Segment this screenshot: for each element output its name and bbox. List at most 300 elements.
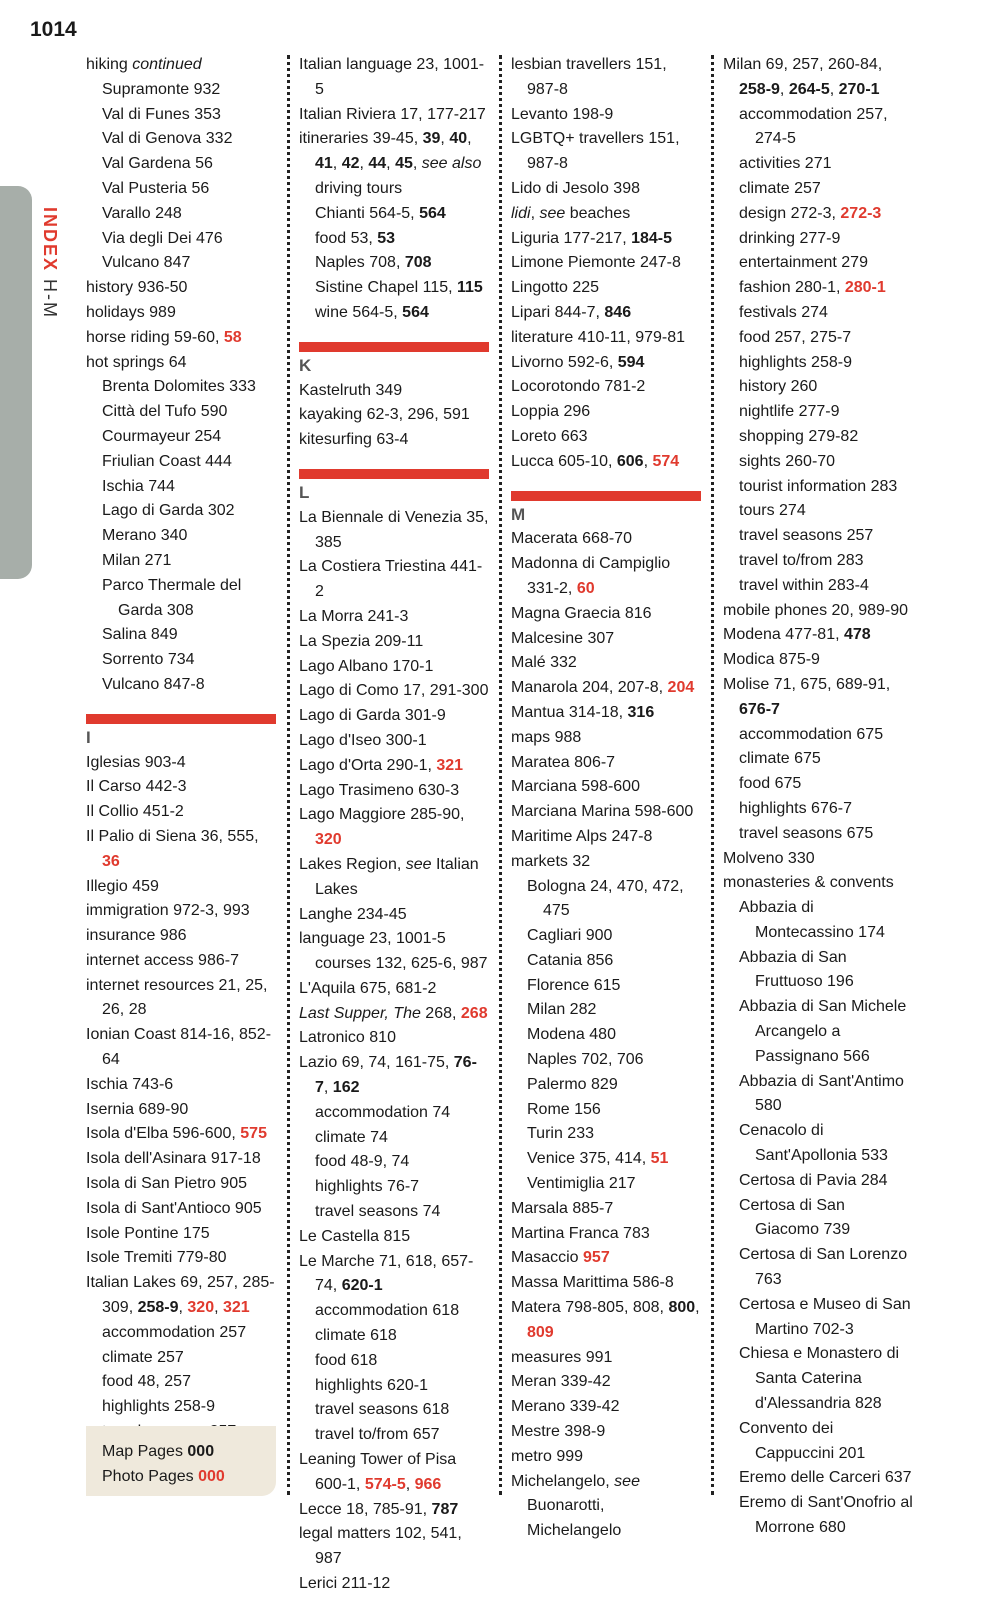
map-page-ref: 270-1 (838, 80, 880, 98)
photo-page-ref: 36 (102, 852, 120, 870)
entry-text: Vulcano 847-8 (102, 675, 205, 693)
index-subentry (86, 78, 276, 103)
index-entry (86, 301, 276, 326)
entry-text: , (214, 1299, 223, 1317)
entry-text: tours 274 (739, 502, 806, 520)
entry-text: , (359, 155, 369, 173)
index-subentry (723, 1194, 913, 1244)
entry-text: monasteries & convents (723, 874, 894, 892)
entry-text: Molise 71, 675, 689-91, (723, 675, 891, 693)
entry-text: Lipari 844-7, (511, 303, 605, 321)
index-entry (723, 648, 913, 673)
entry-text: Meran 339-42 (511, 1373, 611, 1391)
entry-text: L'Aquila 675, 681-2 (299, 979, 437, 997)
entry-text: Lakes Region, (299, 855, 406, 873)
entry-text: travel within 283-4 (739, 576, 869, 594)
index-subentry (86, 152, 276, 177)
index-subentry (86, 425, 276, 450)
section-rule (86, 714, 276, 724)
index-entry (86, 1172, 276, 1197)
entry-text: Levanto 198-9 (511, 105, 614, 123)
entry-text: Lago di Garda 302 (102, 502, 235, 520)
index-subentry (86, 375, 276, 400)
entry-text: , (695, 1299, 700, 1317)
entry-text: , (829, 80, 839, 98)
entry-text: Locorotondo 781-2 (511, 378, 646, 396)
index-subentry (299, 1126, 489, 1151)
index-entry (299, 754, 489, 779)
entry-text: Rome 156 (527, 1100, 601, 1118)
index-entry (299, 903, 489, 928)
entry-text: drinking 277-9 (739, 229, 841, 247)
photo-page-ref: 51 (650, 1150, 669, 1168)
entry-text: Val Pusteria 56 (102, 179, 210, 197)
map-page-ref: 264-5 (788, 80, 830, 98)
index-entry (511, 1445, 701, 1470)
index-subentry (723, 946, 913, 996)
entry-text: Iglesias 903-4 (86, 753, 186, 771)
entry-text: Isola dell'Asinara 917-18 (86, 1150, 261, 1168)
entry-text: Maritime Alps 247-8 (511, 827, 653, 845)
index-subentry (723, 326, 913, 351)
entry-text: Le Marche 71, 618, 657-74, (299, 1252, 474, 1295)
map-page-ref: 800 (668, 1299, 696, 1317)
legend-map-number: 000 (187, 1443, 215, 1460)
entry-text: , (530, 204, 540, 222)
entry-text: internet resources 21, 25, 26, 28 (86, 976, 268, 1019)
entry-text: Chianti 564-5, (315, 204, 420, 222)
entry-text: immigration 972-3, 993 (86, 902, 250, 920)
index-entry (299, 1250, 489, 1300)
entry-text: La Biennale di Venezia 35, 385 (299, 508, 489, 551)
entry-text: festivals 274 (739, 303, 828, 321)
index-entry (511, 301, 701, 326)
letter-section-header (299, 469, 489, 506)
index-entry (86, 1147, 276, 1172)
entry-text: Isola di Sant'Antioco 905 (86, 1199, 262, 1217)
entry-text: Ionian Coast 814-16, 852-64 (86, 1026, 272, 1069)
entry-text: 268, (420, 1004, 461, 1022)
entry-text: kitesurfing 63-4 (299, 431, 409, 449)
index-subentry (723, 227, 913, 252)
map-page-ref: 76-7 (315, 1054, 477, 1097)
entry-text: , (323, 1079, 333, 1097)
entry-text: food 675 (739, 775, 802, 793)
index-subentry (86, 177, 276, 202)
index-subentry (299, 301, 489, 326)
index-subentry (511, 949, 701, 974)
index-column-3 (511, 53, 701, 1544)
index-subentry (299, 1101, 489, 1126)
index-entry (511, 53, 701, 103)
index-subentry (299, 1200, 489, 1225)
entry-text: Molveno 330 (723, 849, 815, 867)
index-entry (299, 1522, 489, 1572)
index-entry (86, 800, 276, 825)
index-entry (511, 400, 701, 425)
legend-photo-number: 000 (198, 1467, 225, 1485)
index-subentry (511, 1172, 701, 1197)
entry-text: Merano 339-42 (511, 1398, 620, 1416)
index-entry (299, 679, 489, 704)
entry-text: Certosa e Museo di San Martino 702-3 (739, 1295, 911, 1338)
index-subentry (86, 1346, 276, 1371)
index-entry (511, 1271, 701, 1296)
entry-text: La Costiera Triestina 441-2 (299, 558, 483, 601)
index-subentry (723, 1491, 913, 1541)
entry-text: Lerici 211-12 (299, 1575, 391, 1593)
entry-text: Latronico 810 (299, 1029, 396, 1047)
index-subentry (86, 227, 276, 252)
index-entry (299, 1026, 489, 1051)
index-subentry (86, 673, 276, 698)
entry-text: food 48, 257 (102, 1373, 191, 1391)
entry-text: Via degli Dei 476 (102, 229, 223, 247)
entry-text: , (332, 155, 342, 173)
entry-text: Florence 615 (527, 976, 621, 994)
entry-text: Lago di Garda 301-9 (299, 707, 446, 725)
section-rule (299, 469, 489, 479)
index-subentry (86, 1321, 276, 1346)
entry-text: metro 999 (511, 1447, 584, 1465)
index-entry (723, 599, 913, 624)
entry-text: Turin 233 (527, 1125, 594, 1143)
entry-text: travel seasons 257 (739, 527, 874, 545)
map-page-ref: 162 (332, 1079, 360, 1097)
index-subentry (723, 1466, 913, 1491)
index-entry (511, 676, 701, 701)
entry-text: accommodation 257 (102, 1323, 247, 1341)
entry-text: Italian language 23, 1001-5 (299, 56, 485, 98)
index-entry (511, 1420, 701, 1445)
photo-page-ref: 60 (576, 579, 595, 597)
photo-page-ref: 957 (583, 1249, 610, 1267)
entry-text: Parco Thermale del Garda 308 (102, 576, 242, 619)
entry-text: maps 988 (511, 728, 582, 746)
photo-page-ref: 58 (223, 328, 242, 346)
entry-text: literature 410-11, 979-81 (511, 328, 686, 346)
entry-text: Abbazia di San Michele Arcangelo a Passignano 566 (739, 998, 907, 1065)
entry-text: holidays 989 (86, 303, 176, 321)
index-subentry (723, 103, 913, 153)
entry-text: Illegio 459 (86, 877, 159, 895)
entry-text: history 936-50 (86, 279, 188, 297)
map-page-ref: 564 (402, 303, 429, 321)
map-page-ref: 45 (395, 155, 413, 173)
entry-text: Catania 856 (527, 951, 614, 969)
entry-text: horse riding 59-60, (86, 328, 224, 346)
index-subentry (299, 952, 489, 977)
entry-text: language 23, 1001-5 (299, 930, 446, 948)
map-page-ref: 41 (315, 155, 333, 173)
entry-text: , (412, 155, 422, 173)
index-subentry (723, 549, 913, 574)
entry-text: Vulcano 847 (102, 254, 191, 272)
entry-text: , (405, 1475, 415, 1493)
entry-text: lidi (511, 204, 531, 222)
entry-text: Il Collio 451-2 (86, 803, 184, 821)
index-entry (86, 1246, 276, 1271)
index-entry (86, 53, 276, 78)
entry-text: Masaccio (511, 1249, 584, 1267)
entry-text: Manarola 204, 207-8, (511, 679, 668, 697)
entry-text: Italian Lakes 69, 257, 285-309, (86, 1274, 275, 1317)
index-entry (299, 506, 489, 556)
entry-text: Malé 332 (511, 654, 577, 672)
map-page-ref: 316 (627, 703, 655, 721)
index-subentry (299, 227, 489, 252)
index-entry (511, 450, 701, 475)
entry-text: Certosa di Pavia 284 (739, 1171, 888, 1189)
index-subentry (86, 574, 276, 624)
index-subentry (86, 202, 276, 227)
index-entry (511, 1222, 701, 1247)
entry-text: Milan 282 (527, 1001, 597, 1019)
index-entry (299, 704, 489, 729)
side-tab-word: INDEX (40, 207, 60, 273)
index-subentry (723, 351, 913, 376)
map-page-ref: 115 (457, 279, 483, 297)
entry-text: Martina Franca 783 (511, 1224, 650, 1242)
index-entry (299, 428, 489, 453)
index-subentry (723, 1119, 913, 1169)
index-entry (299, 1498, 489, 1523)
entry-text: continued (132, 56, 202, 73)
index-subentry (511, 1098, 701, 1123)
index-entry (299, 977, 489, 1002)
entry-text: Marsala 885-7 (511, 1199, 614, 1217)
section-rule (299, 342, 489, 352)
index-entry (511, 552, 701, 602)
entry-text: accommodation 675 (739, 725, 884, 743)
legend-map-pages (102, 1440, 276, 1465)
entry-text: Michelangelo, (511, 1472, 615, 1490)
index-subentry (86, 251, 276, 276)
entry-text: internet access 986-7 (86, 951, 239, 969)
entry-text: accommodation 74 (315, 1103, 451, 1121)
entry-text: Il Carso 442-3 (86, 778, 187, 796)
index-entry (511, 1296, 701, 1346)
index-column-4 (723, 53, 913, 1541)
entry-text: Venice 375, 414, (527, 1150, 651, 1168)
index-entry (299, 403, 489, 428)
map-page-ref: 606 (616, 452, 644, 470)
index-subentry (723, 1293, 913, 1343)
index-entry (299, 1572, 489, 1597)
entry-text: Massa Marittima 586-8 (511, 1274, 674, 1292)
index-subentry (299, 1324, 489, 1349)
entry-text: travel to/from 283 (739, 551, 864, 569)
entry-text: highlights 76-7 (315, 1178, 420, 1196)
entry-text: , (467, 130, 472, 148)
index-subentry (723, 1417, 913, 1467)
index-entry (299, 127, 489, 201)
index-entry (511, 425, 701, 450)
map-page-ref: 184-5 (631, 229, 673, 247)
entry-text: accommodation 257, 274-5 (739, 105, 888, 148)
index-subentry (723, 177, 913, 202)
entry-text: hot springs 64 (86, 353, 187, 371)
entry-text: Milan 69, 257, 260-84, (723, 56, 883, 73)
entry-text: courses 132, 625-6, 987 (315, 955, 488, 973)
index-subentry (299, 251, 489, 276)
map-page-ref: 708 (404, 254, 432, 272)
entry-text: food 53, (315, 229, 378, 247)
entry-text: see (539, 204, 566, 222)
entry-text: Loppia 296 (511, 403, 591, 421)
index-subentry (723, 1342, 913, 1416)
index-subentry (723, 400, 913, 425)
entry-text: , (440, 130, 450, 148)
index-subentry (723, 202, 913, 227)
map-page-ref: 676-7 (739, 700, 780, 718)
entry-text: Loreto 663 (511, 427, 588, 445)
entry-text: measures 991 (511, 1348, 613, 1366)
index-subentry (723, 1070, 913, 1120)
entry-text: Lucca 605-10, (511, 452, 617, 470)
index-entry (511, 751, 701, 776)
entry-text: insurance 986 (86, 927, 187, 945)
entry-text: shopping 279-82 (739, 427, 859, 445)
entry-text: legal matters 102, 541, 987 (299, 1525, 462, 1568)
entry-text: Ischia 743-6 (86, 1075, 174, 1093)
entry-text: , (779, 80, 789, 98)
column-divider (711, 55, 714, 1495)
entry-text: Val Gardena 56 (102, 155, 213, 173)
index-entry (723, 673, 913, 723)
index-subentry (723, 499, 913, 524)
index-entry (86, 899, 276, 924)
index-subentry (86, 400, 276, 425)
map-page-ref: 846 (604, 303, 632, 321)
index-subentry (86, 623, 276, 648)
entry-text: Italian Lakes (315, 855, 479, 898)
entry-text: mobile phones 20, 989-90 (723, 601, 909, 619)
entry-text: Mestre 398-9 (511, 1423, 606, 1441)
entry-text: Limone Piemonte 247-8 (511, 254, 681, 272)
index-entry (511, 1246, 701, 1271)
entry-text: Isole Tremiti 779-80 (86, 1249, 227, 1267)
entry-text: markets 32 (511, 852, 591, 870)
entry-text: climate 257 (102, 1348, 184, 1366)
entry-text: Convento dei Cappuccini 201 (739, 1419, 866, 1462)
entry-text: food 618 (315, 1351, 378, 1369)
entry-text: Abbazia di San Fruttuoso 196 (739, 948, 854, 991)
index-subentry (299, 1374, 489, 1399)
map-page-ref: 258-9 (137, 1299, 179, 1317)
entry-text: Modena 480 (527, 1026, 616, 1044)
map-page-ref: 594 (617, 353, 645, 371)
photo-page-ref: 321 (223, 1299, 250, 1317)
entry-text: food 257, 275-7 (739, 328, 852, 346)
entry-text: Lago Maggiore 285-90, (299, 806, 465, 824)
entry-text: LGBTQ+ travellers 151, 987-8 (511, 130, 680, 173)
entry-text: Abbazia di Sant'Antimo 580 (739, 1072, 904, 1115)
entry-text: Salina 849 (102, 626, 178, 644)
index-entry (299, 630, 489, 655)
index-subentry (86, 450, 276, 475)
entry-text: design 272-3, (739, 204, 841, 222)
entry-text: Lago Albano 170-1 (299, 657, 434, 675)
index-entry (86, 276, 276, 301)
column-divider (287, 55, 290, 1495)
index-subentry (511, 998, 701, 1023)
entry-text: , (178, 1299, 188, 1317)
index-entry (86, 825, 276, 875)
entry-text: Naples 702, 706 (527, 1051, 644, 1069)
entry-text: accommodation 618 (315, 1302, 460, 1320)
index-subentry (511, 1122, 701, 1147)
index-entry (511, 602, 701, 627)
index-subentry (723, 822, 913, 847)
entry-text: history 260 (739, 378, 818, 396)
entry-text: Isola d'Elba 596-600, (86, 1125, 241, 1143)
index-entry (299, 53, 489, 103)
entry-text: Eremo delle Carceri 637 (739, 1469, 912, 1487)
index-subentry (86, 1370, 276, 1395)
index-subentry (723, 1169, 913, 1194)
entry-text: Isole Pontine 175 (86, 1224, 210, 1242)
entry-text: Leaning Tower of Pisa 600-1, (299, 1451, 457, 1493)
index-subentry (511, 1073, 701, 1098)
entry-text: Certosa di San Giacomo 739 (739, 1196, 851, 1239)
index-subentry (299, 1349, 489, 1374)
entry-text: highlights 258-9 (102, 1398, 215, 1416)
index-subentry (299, 1299, 489, 1324)
entry-text: Abbazia di Montecassino 174 (739, 899, 885, 941)
entry-text: Lecce 18, 785-91, (299, 1500, 432, 1518)
entry-text: Modena 477-81, (723, 626, 844, 644)
entry-text: Il Palio di Siena 36, 555, (86, 827, 259, 845)
entry-text: climate 257 (739, 179, 821, 197)
entry-text: Val di Funes 353 (102, 105, 221, 123)
index-entry (723, 847, 913, 872)
index-entry (511, 251, 701, 276)
photo-page-ref: 320 (187, 1299, 215, 1317)
index-entry (299, 1051, 489, 1101)
index-entry (511, 103, 701, 128)
index-entry (299, 803, 489, 853)
index-entry (511, 627, 701, 652)
photo-page-ref: 575 (240, 1125, 267, 1143)
entry-text: travel seasons 675 (739, 824, 874, 842)
section-letter: I (86, 727, 91, 747)
entry-text: Supramonte 932 (102, 80, 221, 98)
index-subentry (723, 896, 913, 946)
side-tab-range: H-M (40, 279, 60, 320)
map-page-ref: 53 (377, 229, 396, 247)
index-entry (511, 1470, 701, 1544)
index-entry (511, 1346, 701, 1371)
photo-page-ref: 204 (667, 679, 695, 697)
index-subentry (723, 723, 913, 748)
entry-text: Milan 271 (102, 551, 172, 569)
page-number: 1014 (30, 18, 77, 41)
entry-text: Bologna 24, 470, 472, 475 (527, 877, 684, 920)
index-entry (86, 1271, 276, 1321)
index-entry (511, 177, 701, 202)
entry-text: Marciana 598-600 (511, 778, 640, 796)
entry-text: Ischia 744 (102, 477, 175, 495)
index-entry (86, 326, 276, 351)
index-entry (86, 1098, 276, 1123)
map-page-ref: 478 (843, 626, 871, 644)
entry-text: food 48-9, 74 (315, 1153, 410, 1171)
entry-text: Macerata 668-70 (511, 530, 632, 548)
index-entry (86, 1073, 276, 1098)
entry-text: Lago di Como 17, 291-300 (299, 682, 489, 700)
index-subentry (723, 747, 913, 772)
